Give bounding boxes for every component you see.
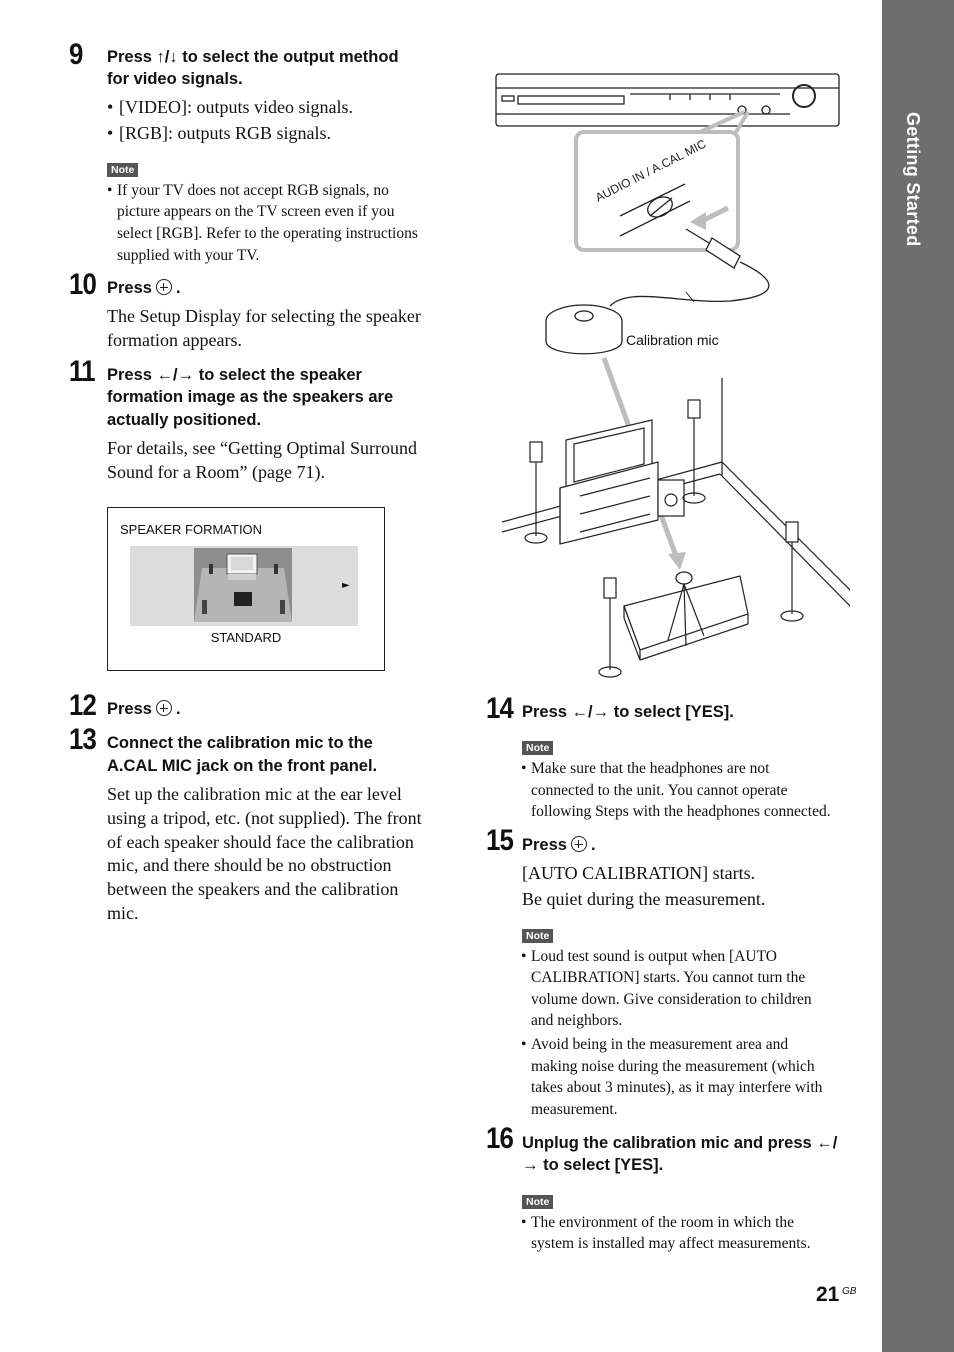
note-1-line4: supplied with your TV. (117, 247, 260, 264)
step-11-heading-line2: formation image as the speakers are (107, 388, 394, 406)
page-region-suffix: GB (842, 1286, 857, 1297)
step-11-number: 11 (69, 355, 95, 388)
note-2-line2: connected to the unit. You cannot operate (531, 782, 788, 799)
section-tab (882, 0, 954, 1352)
speaker-formation-caption: STANDARD (210, 630, 282, 645)
step-13-body-line2: using a tripod, etc. (not supplied). The front (107, 808, 422, 828)
section-tab-label: Getting Started (903, 112, 923, 247)
step-10-press: Press (107, 279, 152, 297)
step-15-body-line1: [AUTO CALIBRATION] starts. (522, 863, 756, 883)
note-3-b-line1: • Avoid being in the measurement area and (521, 1034, 788, 1056)
step-9-heading-line2: for video signals. (107, 70, 243, 88)
step-13-body-line5: between the speakers and the calibration (107, 879, 399, 899)
step-12-number: 12 (69, 689, 96, 722)
step-9-number: 9 (69, 38, 83, 71)
note-1-line3: select [RGB]. Refer to the operating instructions (117, 225, 418, 242)
room-layout-image (194, 548, 292, 622)
note-4-line1: • The environment of the room in which the (521, 1212, 794, 1234)
note-1-line2: picture appears on the TV screen even if you (117, 203, 395, 220)
step-14-heading: Press ←/→ to select [YES]. (522, 703, 734, 721)
calibration-mic-label: Calibration mic (626, 332, 719, 348)
note-4-line2: system is installed may affect measurements. (531, 1235, 811, 1252)
step-12-press: Press (107, 700, 152, 718)
step-10-heading (107, 277, 181, 300)
step-15-body-line2: Be quiet during the measurement. (522, 889, 766, 909)
step-13-body-line6: mic. (107, 903, 139, 923)
step-9-bullet-rgb: • [RGB]: outputs RGB signals. (107, 121, 331, 145)
step-10-period: . (175, 279, 181, 297)
step-11-body-line1: For details, see “Getting Optimal Surround (107, 438, 417, 458)
page-number: 21 (816, 1283, 840, 1306)
note-badge: Note (522, 1195, 553, 1209)
note-2-line3: following Steps with the headphones connected. (531, 803, 831, 820)
step-15-press: Press (522, 836, 567, 854)
step-12-period: . (175, 700, 181, 718)
step-11-heading-line3: actually positioned. (107, 411, 262, 429)
step-13-number: 13 (69, 723, 96, 756)
note-3-a-line2: CALIBRATION] starts. You cannot turn the (531, 969, 806, 986)
note-badge: Note (522, 741, 553, 755)
note-2-line1: • Make sure that the headphones are not (521, 758, 769, 780)
note-3-a-line1: • Loud test sound is output when [AUTO (521, 946, 777, 968)
note-3-a-line3: volume down. Give consideration to children (531, 991, 812, 1008)
step-16-heading-line1: Unplug the calibration mic and press ←/ (522, 1134, 838, 1152)
setup-illustration (490, 66, 850, 686)
step-13-body-line4: mic, and there should be no obstruction (107, 855, 392, 875)
enter-button-icon (156, 279, 172, 295)
step-14-number: 14 (486, 692, 513, 725)
note-3-a-line4: and neighbors. (531, 1012, 623, 1029)
calibration-setup-diagram (490, 66, 850, 691)
step-10-body-line2: formation appears. (107, 330, 242, 350)
note-3-b-line2: making noise during the measurement (which (531, 1058, 815, 1075)
note-1-line1: • If your TV does not accept RGB signals, no (107, 180, 389, 202)
jack-label: AUDIO IN / A.CAL MIC (593, 136, 709, 205)
next-arrow-icon[interactable]: ► (342, 580, 350, 591)
step-10-number: 10 (69, 268, 96, 301)
speaker-formation-panel (130, 546, 358, 626)
step-9-heading-line1: Press ↑/↓ to select the output method (107, 48, 399, 66)
note-badge: Note (522, 929, 553, 943)
note-3-b-line3: takes about 3 minutes), as it may interfere with (531, 1079, 823, 1096)
step-11-heading-line1: Press ←/→ to select the speaker (107, 366, 362, 384)
speaker-formation-screen (107, 507, 385, 671)
step-13-body-line3: of each speaker should face the calibration (107, 832, 414, 852)
enter-button-icon (571, 836, 587, 852)
step-15-number: 15 (486, 824, 513, 857)
step-9-bullet-video: • [VIDEO]: outputs video signals. (107, 95, 353, 119)
step-12-heading (107, 698, 181, 721)
note-badge: Note (107, 163, 138, 177)
step-11-body-line2: Sound for a Room” (page 71). (107, 462, 325, 482)
speaker-formation-title: SPEAKER FORMATION (120, 522, 263, 537)
note-3-b-line4: measurement. (531, 1101, 618, 1118)
step-16-heading-line2: → to select [YES]. (522, 1156, 664, 1174)
step-15-heading (522, 834, 596, 857)
step-13-body-line1: Set up the calibration mic at the ear level (107, 784, 402, 804)
step-15-period: . (590, 836, 596, 854)
step-13-heading-line1: Connect the calibration mic to the (107, 734, 373, 752)
enter-button-icon (156, 700, 172, 716)
step-13-heading-line2: A.CAL MIC jack on the front panel. (107, 757, 378, 775)
step-16-number: 16 (486, 1122, 513, 1155)
step-10-body-line1: The Setup Display for selecting the speaker (107, 306, 421, 326)
